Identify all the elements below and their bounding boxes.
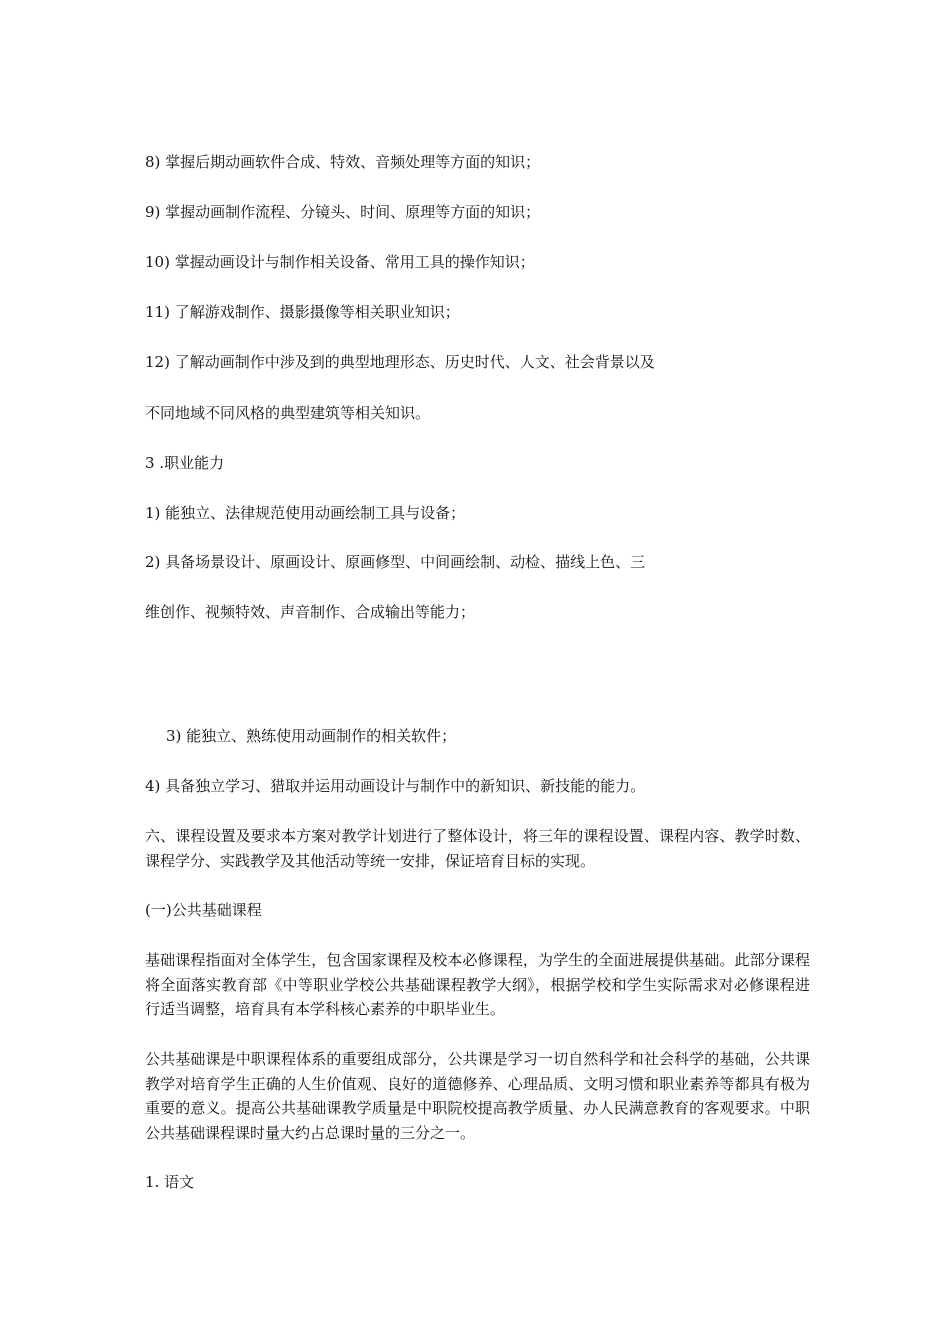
ability-item-2-line2: 维创作、视频特效、声音制作、合成输出等能力； [145,603,476,621]
basic-courses-paragraph: 基础课程指面对全体学生，包含国家课程及校本必修课程，为学生的全面进展提供基础。此部分课程将全面落实教育部《中等职业学校公共基础课程教学大纲》，根据学校和学生实际需求对必修课程进行适当调整，培育具有本学科核心素养的中职毕业生。 [145,951,810,1018]
knowledge-item-12-line2: 不同地域不同风格的典型建筑等相关知识。 [145,404,431,422]
ability-item-4: 4) 具备独立学习、猎取并运用动画设计与制作中的新知识、新技能的能力。 [145,777,646,795]
knowledge-item-8: 8) 掌握后期动画软件合成、特效、音频处理等方面的知识； [145,153,541,171]
section-six-paragraph: 六、课程设置及要求本方案对教学计划进行了整体设计，将三年的课程设置、课程内容、教学时数、课程学分、实践教学及其他活动等统一安排，保证培育目标的实现。 [145,827,810,870]
knowledge-item-12-line1: 12) 了解动画制作中涉及到的典型地理形态、历史时代、人文、社会背景以及 [145,353,655,371]
subsection-title-public-basic-courses: (一)公共基础课程 [145,901,262,919]
knowledge-item-10: 10) 掌握动画设计与制作相关设备、常用工具的操作知识； [145,253,535,271]
ability-item-1: 1) 能独立、法律规范使用动画绘制工具与设备； [145,504,466,522]
course-item-chinese: 1. 语文 [145,1173,195,1191]
public-courses-paragraph: 公共基础课是中职课程体系的重要组成部分，公共课是学习一切自然科学和社会科学的基础，公共课教学对培育学生正确的人生价值观、良好的道德修养、心理品质、文明习惯和职业素养等都具有极为重要的意义。提高公共基础课教学质量是中职院校提高教学质量、办人民满意教育的客观要求。中职公共基础课程课时量大约占总课时量的三分之一。 [145,1050,810,1142]
knowledge-item-9: 9) 掌握动画制作流程、分镜头、时间、原理等方面的知识； [145,203,541,221]
section-heading-career-ability: 3 .职业能力 [145,454,225,472]
knowledge-item-11: 11) 了解游戏制作、摄影摄像等相关职业知识； [145,303,460,321]
ability-item-3: 3) 能独立、熟练使用动画制作的相关软件； [166,727,457,745]
ability-item-2-line1: 2) 具备场景设计、原画设计、原画修型、中间画绘制、动检、描线上色、三 [145,553,646,571]
